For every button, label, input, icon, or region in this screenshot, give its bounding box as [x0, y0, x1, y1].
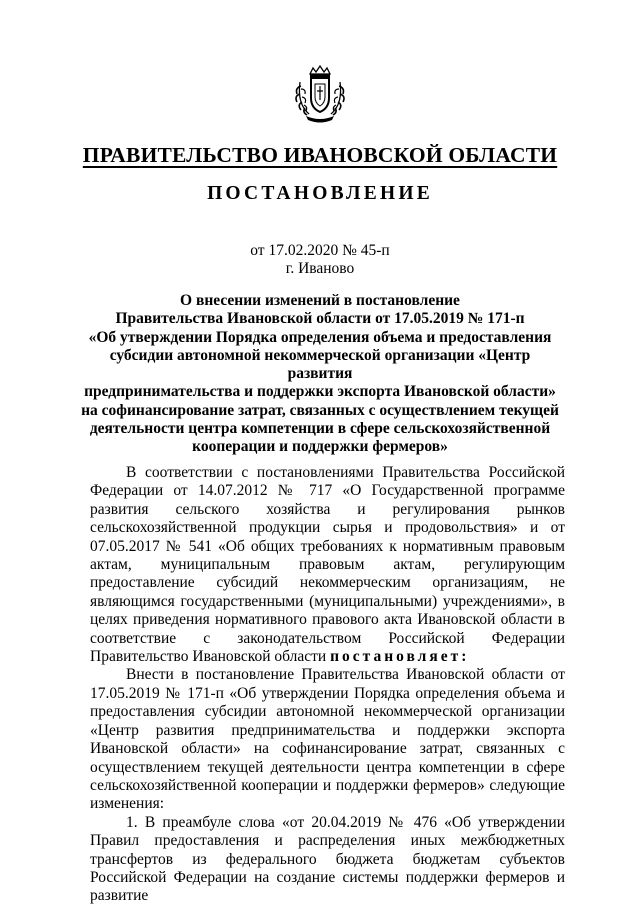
preamble-text: В соответствии с постановлениями Правительства Российской Федерации от 14.07.2012 № 717 «О Государственной программе развития сельского хозяйства и регулирования рынков сельскохозяйственной продукции сырья и продовольствия» и от 07.05.2017 № 541 «Об общих требованиях к нормативным правовым актам, муниципальным правовым актам, регулирующим предоставление субсидий некоммерческим организациям, не являющимся государственными (муниципальными) учреждениями», в целях приведения нормативного правового акта Ивановской области в соответствие с законодательством Российской Федерации Правительство Ивановской области [90, 464, 565, 666]
paragraph-preamble [90, 464, 565, 666]
heading-line: О внесении изменений в постановление [180, 292, 460, 309]
resolves-keyword: постановляет: [330, 648, 470, 666]
document-city: г. Иваново [285, 260, 355, 277]
document-date-number: от 17.02.2020 № 45-п [250, 242, 390, 259]
paragraph-item-1: 1. В преамбуле слова «от 20.04.2019 № 476 «Об утверждении Правил предоставления и распределения иных межбюджетных трансфертов из федерального бюджета бюджетам субъектов Российской Федерации на создание системы поддержки фермеров и развитие [90, 813, 565, 905]
heading-line: предпринимательства и поддержки экспорта Ивановской области» [84, 383, 556, 401]
document-body [90, 464, 565, 906]
government-title: ПРАВИТЕЛЬСТВО ИВАНОВСКОЙ ОБЛАСТИ [82, 143, 558, 167]
heading-line: на софинансирование затрат, связанных с осуществлением текущей [81, 401, 559, 419]
heading-line: Правительства Ивановской области от 17.05.2019 № 171-п [115, 310, 525, 328]
heading-line: кооперации и поддержки фермеров» [192, 438, 448, 456]
paragraph-amendment: Внести в постановление Правительства Ивановской области от 17.05.2019 № 171-п «Об утверждении Порядка определения объема и предоставления субсидии автономной некоммерческой организации «Центр развития предпринимательства и поддержки экспорта Ивановской области» на софинансирование затрат, связанных с осуществлением текущей деятельности центра компетенции в сфере сельскохозяйственной кооперации и поддержки фермеров» следующие изменения: [90, 666, 565, 813]
heading-line: субсидии автономной некоммерческой организации «Центр развития [109, 346, 531, 383]
document-type: ПОСТАНОВЛЕНИЕ [207, 183, 433, 204]
coat-of-arms-icon [292, 64, 348, 124]
document-heading [76, 292, 564, 457]
heading-line: «Об утверждении Порядка определения объема и предоставления [88, 328, 552, 346]
heading-line: деятельности центра компетенции в сфере сельскохозяйственной [89, 420, 551, 438]
